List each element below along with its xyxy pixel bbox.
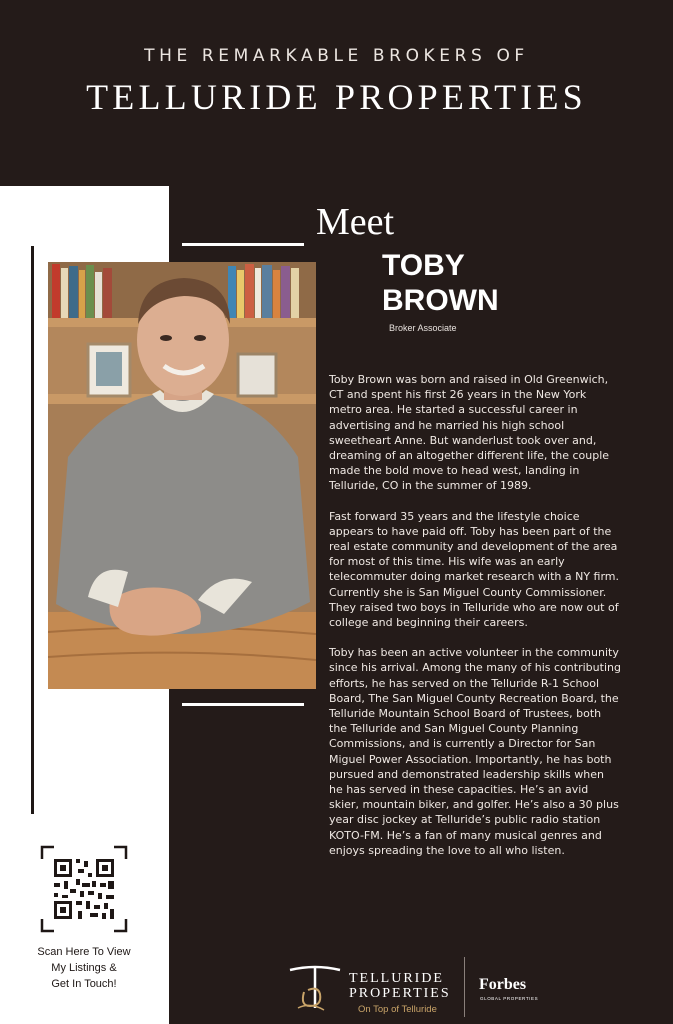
broker-last-name: BROWN [382,284,499,317]
meet-heading: Meet [316,201,395,243]
bottom-rule [182,703,304,706]
vertical-rule [31,246,34,814]
qr-caption-line-1: Scan Here To View [37,946,131,958]
qr-caption-line-3: Get In Touch! [51,978,117,990]
logo-tagline: On Top of Telluride [358,1004,437,1015]
forbes-subtitle: GLOBAL PROPERTIES [480,996,539,1001]
forbes-logo: Forbes [479,976,527,993]
qr-caption-line-2: My Listings & [51,962,117,974]
header-subtitle: THE REMARKABLE BROKERS OF [144,46,529,66]
broker-name [382,248,602,318]
logo-divider [464,957,465,1017]
broker-role: Broker Associate [389,323,457,333]
bio-paragraph-1: Toby Brown was born and raised in Old Greenwich, CT and spent his first 26 years in the New York metro area. He started a successful career in advertising and he married his high school sweetheart Anne. But wanderlust took over and, dreaming of an altogether different life, the couple made the bold move to head west, landing in Telluride, CO in the summer of 1989. [329,373,610,493]
qr-caption [19,944,149,992]
logo-line-2: PROPERTIES [349,986,451,1001]
top-rule [182,243,304,246]
broker-first-name: TOBY [382,249,465,282]
broker-photo [48,262,316,689]
header-title: TELLURIDE PROPERTIES [86,77,587,117]
qr-code-icon[interactable] [40,845,128,933]
bio-paragraph-2: Fast forward 35 years and the lifestyle choice appears to have paid off. Toby has been part of the real estate community and development of the area for most of this time. His wife was an early telecommuter doing market research with a NY firm. Currently she is San Miguel County Commissioner. They raised two boys in Telluride who are now out of college and beginning their careers. [329,509,620,630]
telluride-logo-mark-icon [286,962,344,1014]
bio-text [329,372,621,873]
bio-paragraph-3: Toby has been an active volunteer in the community since his arrival. Among the many of his contributing efforts, he has served on the Telluride R-1 School Board, The San Miguel County Recreation Board, the Telluride Mountain School Board of Trustees, both the Telluride and San Miguel County Planning Commissions, and is currently a Director for San Miguel Power Association. Importantly, he has both pursued and demonstrated leadership skills when he has served in these capacities. He’s an avid skier, mountain biker, and golfer. He’s also a 30 plus year disc jockey at Telluride’s public radio station KOTO-FM. He’s a fan of many musical genres and enjoys spreading the love to all who listen. [329,646,621,857]
logo-line-1: TELLURIDE [349,971,444,986]
